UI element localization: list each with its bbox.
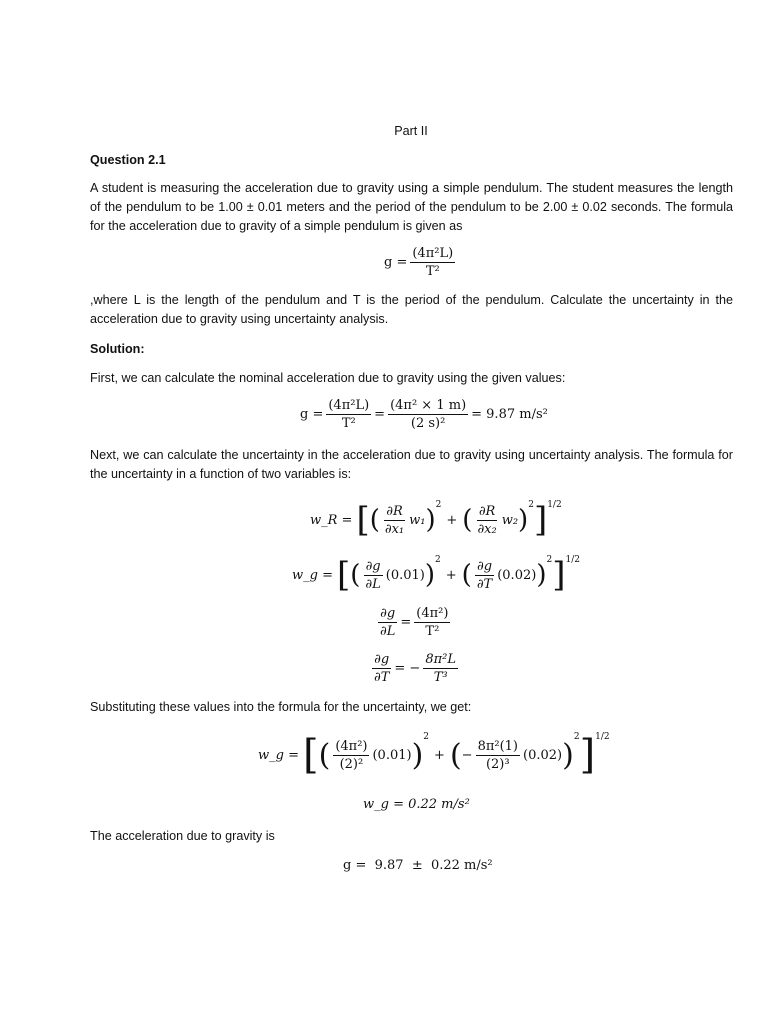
wg-partial2-num: ∂g — [476, 558, 493, 574]
question-text: A student is measuring the acceleration due to gravity using a simple pendulum. The student measures the length of the pendulum to be 1.00 ± 0.01 meters and the period of the pendulum to be 2.00 ± 0.02 seconds. The formula for the acceleration due to gravity of a simple pendulum is given as — [90, 181, 733, 233]
wg-partial1 — [363, 559, 382, 592]
wr-open-bracket: [ — [356, 500, 370, 540]
sub-close-bracket: ] — [579, 732, 596, 778]
wr-partial1 — [383, 504, 406, 537]
wr-partial1-den: ∂x₁ — [384, 521, 405, 537]
wg-formula — [292, 555, 580, 595]
wr-close-bracket: ] — [533, 500, 548, 540]
sub-close-paren1: ) — [411, 737, 424, 773]
wr-close-paren1: ) — [425, 505, 436, 535]
sub-frac2 — [476, 739, 520, 772]
formula-fraction — [410, 246, 455, 279]
dgdl-lhs — [378, 606, 397, 639]
dgdl-den: ∂L — [380, 624, 396, 639]
nominal-g-equation — [300, 398, 548, 431]
wr-w1: w₁ — [409, 512, 426, 528]
wg-partial2-den: ∂T — [476, 576, 493, 592]
wr-partial1-num: ∂R — [386, 503, 403, 519]
question-title: Question 2.1 — [90, 153, 166, 167]
formula-numerator: (4π²L) — [412, 246, 454, 261]
dgdl-num: ∂g — [380, 606, 396, 621]
eq1-den1: T² — [341, 416, 356, 431]
formula-denominator: T² — [425, 264, 440, 279]
sub-v1: (0.01) — [372, 747, 412, 763]
wr-partial2-den: ∂x₂ — [477, 521, 497, 537]
wr-open-paren1: ( — [369, 505, 380, 535]
sub-plus: + — [434, 747, 445, 763]
sub-lhs: w_g = — [258, 747, 299, 763]
solution-step2: Next, we can calculate the uncertainty in the acceleration due to gravity using uncertainty analysis. The formula for the uncertainty in a function of two variables is: — [90, 448, 733, 481]
wg-outer-power: 1/2 — [565, 555, 580, 565]
dgdt-rden: T³ — [433, 670, 448, 685]
wr-plus: + — [446, 512, 458, 528]
eq1-frac1 — [326, 398, 371, 431]
solution-step4: The acceleration due to gravity is — [90, 829, 275, 843]
sub-d2: (2)³ — [485, 756, 510, 772]
dgdl-rhs — [414, 606, 450, 639]
after-formula-text — [90, 291, 733, 329]
sub-n2: 8π²(1) — [477, 738, 519, 754]
eq1-frac2 — [388, 398, 468, 431]
wg-v2: (0.02) — [497, 567, 537, 583]
dg-dl-equation — [375, 606, 453, 639]
wg-open-paren1: ( — [350, 560, 361, 590]
wr-open-paren2: ( — [462, 505, 473, 535]
sub-outer-power: 1/2 — [595, 732, 610, 742]
sub-frac1 — [333, 739, 369, 772]
eq1-result: = 9.87 m/s² — [471, 407, 548, 422]
formula-lhs: g = — [384, 255, 408, 270]
wg-close-paren1: ) — [424, 560, 436, 590]
sub-d1: (2)² — [339, 756, 364, 772]
wg-partial2 — [475, 559, 494, 592]
sub-close-paren2: ) — [562, 737, 574, 773]
wg-open-paren2: ( — [461, 560, 472, 590]
wg-partial1-den: ∂L — [365, 576, 381, 592]
wg-result: w_g = 0.22 m/s² — [363, 797, 470, 812]
dg-dt-equation — [369, 652, 461, 685]
dgdl-rden: T² — [425, 624, 440, 639]
sub-open-paren1: ( — [318, 737, 331, 773]
eq1-num1: (4π²L) — [328, 398, 370, 413]
wg-plus: + — [445, 567, 457, 583]
wr-close-paren2: ) — [518, 505, 529, 535]
solution-step3: Substituting these values into the formula for the uncertainty, we get: — [90, 700, 472, 714]
solution-step1: First, we can calculate the nominal acceleration due to gravity using the given values: — [90, 371, 566, 385]
dgdl-equals: = — [400, 615, 412, 630]
solution-title: Solution: — [90, 342, 145, 356]
sub-open-bracket: [ — [302, 732, 319, 778]
wr-outer-power: 1/2 — [547, 500, 562, 510]
wg-partial1-num: ∂g — [365, 558, 381, 574]
eq1-num2: (4π² × 1 m) — [390, 398, 467, 413]
sub-n1: (4π²) — [335, 738, 368, 754]
wg-close-paren2: ) — [536, 560, 547, 590]
wg-power2: 2 — [546, 555, 553, 565]
wg-power1: 2 — [435, 555, 441, 565]
sub-power2: 2 — [573, 732, 580, 742]
dgdt-lhs — [372, 652, 391, 685]
dgdt-num: ∂g — [374, 652, 390, 667]
sub-open-paren2: ( — [449, 737, 462, 773]
dgdl-rnum: (4π²) — [416, 606, 449, 621]
wr-power1: 2 — [435, 500, 442, 510]
gravity-formula — [384, 246, 458, 279]
part-heading: Part II — [394, 124, 428, 138]
eq1-equals: = — [374, 407, 386, 422]
wg-v1: (0.01) — [385, 567, 425, 583]
dgdt-equals: = − — [394, 661, 421, 676]
after-formula-span: ,where L is the length of the pendulum and T is the period of the pendulum. Calculate the uncertainty in the acceleration due to gravity using uncertainty analysis. — [90, 293, 733, 326]
wr-power2: 2 — [528, 500, 534, 510]
sub-minus: − — [461, 747, 473, 763]
eq1-den2: (2 s)² — [410, 416, 446, 431]
dgdt-den: ∂T — [374, 670, 390, 685]
wr-partial2 — [475, 504, 498, 537]
wg-open-bracket: [ — [336, 555, 351, 595]
eq1-lhs: g = — [300, 407, 324, 422]
dgdt-rhs — [423, 652, 458, 685]
wr-partial2-num: ∂R — [478, 503, 496, 519]
substituted-formula — [258, 732, 610, 778]
wr-w2: w₂ — [501, 512, 519, 528]
wr-lhs: w_R = — [310, 512, 353, 528]
sub-v2: (0.02) — [523, 747, 563, 763]
final-answer: g = 9.87 ± 0.22 m/s² — [343, 858, 493, 873]
wr-formula — [310, 500, 562, 540]
dgdt-rnum: 8π²L — [425, 652, 456, 667]
wg-lhs: w_g = — [292, 567, 333, 583]
wg-close-bracket: ] — [552, 555, 566, 595]
sub-power1: 2 — [423, 732, 430, 742]
